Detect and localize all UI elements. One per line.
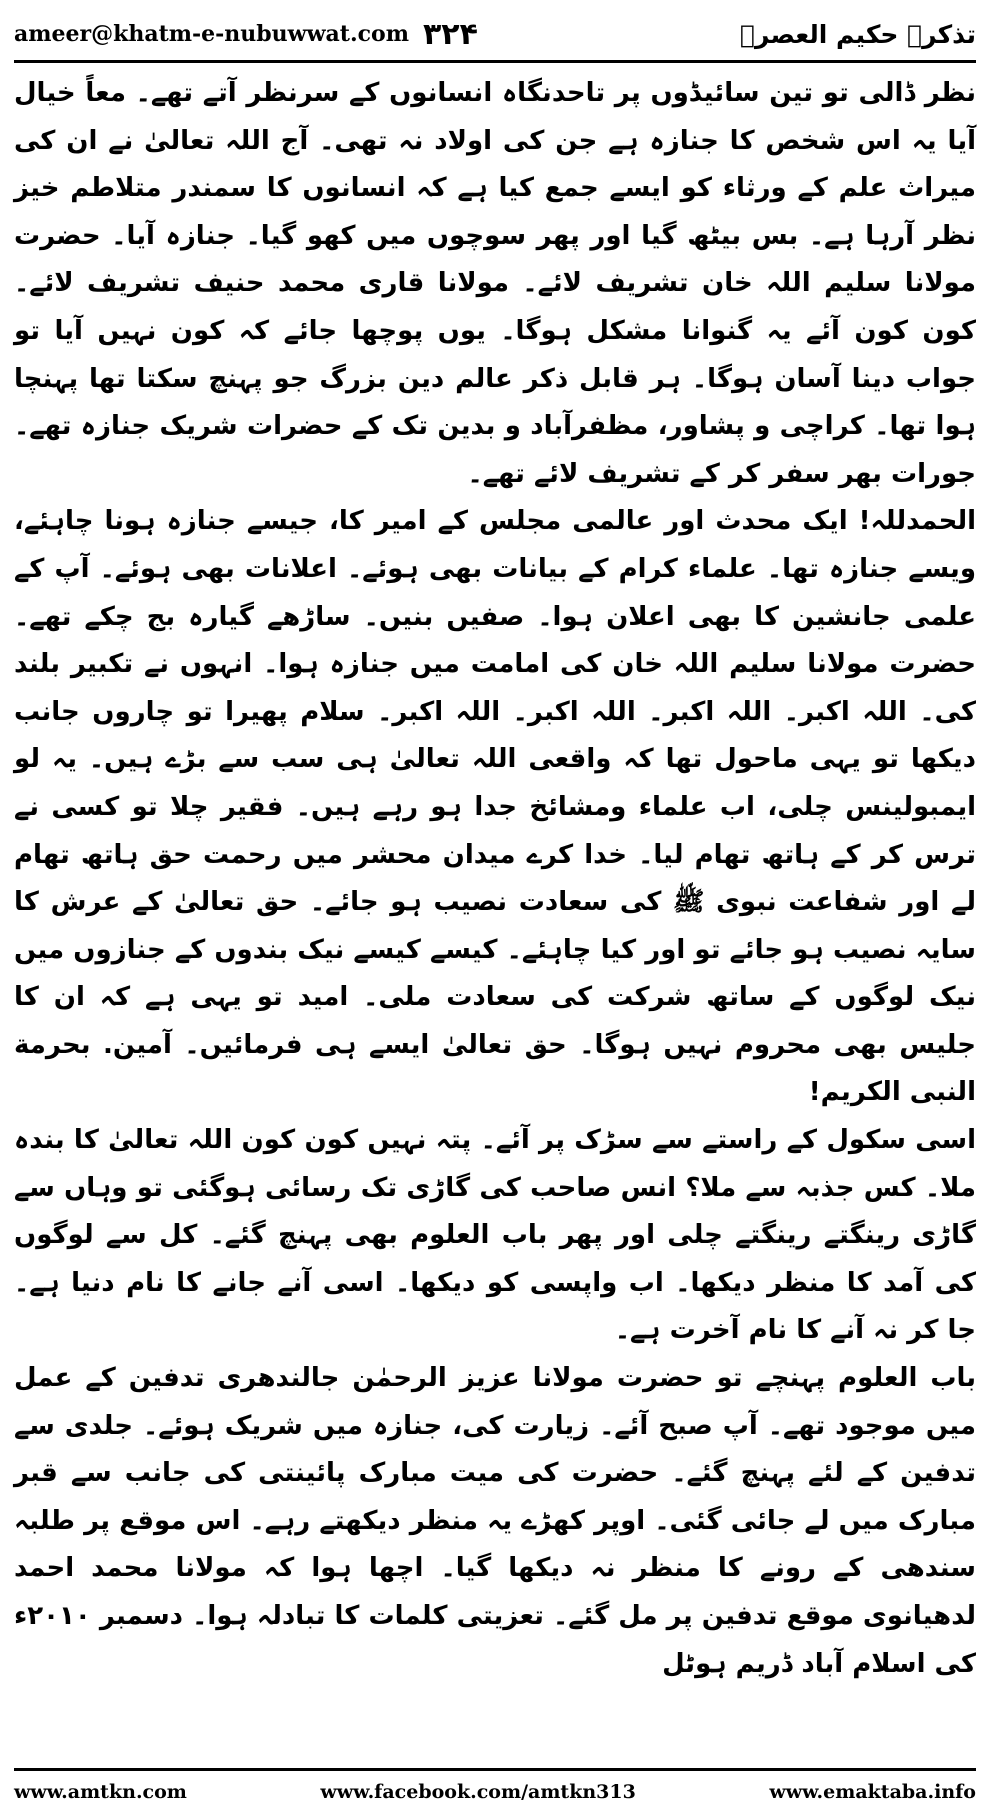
paragraph-3: اسی سکول کے راستے سے سڑک پر آئے۔ پتہ نہیں کون کون اللہ تعالیٰ کا بندہ ملا۔ کس جذبہ سے ملا؟ انس صاحب کی گاڑی تک رسائی ہوگئی تو وہاں سے گاڑی رینگتے رینگتے چلی اور پھر باب العلوم بھی پہنچ گئے۔ کل سے لوگوں کی آمد کا منظر دیکھا۔ اب واپسی کو دیکھا۔ اسی آنے جانے کا نام دنیا ہے۔ جا کر نہ آنے کا نام آخرت ہے۔ <box>14 1125 976 1346</box>
paragraph-1: نظر ڈالی تو تین سائیڈوں پر تاحدنگاہ انسانوں کے سرنظر آتے تھے۔ معاً خیال آیا یہ اس شخص کا جنازہ ہے جن کی اولاد نہ تھی۔ آج اللہ تعالیٰ نے ان کی میراث علم کے ورثاء کو ایسے جمع کیا ہے کہ انسانوں کا سمندر متلاطم خیز نظر آرہا ہے۔ بس بیٹھ گیا اور پھر سوچوں میں کھو گیا۔ جنازہ آیا۔ حضرت مولانا سلیم اللہ خان تشریف لائے۔ مولانا قاری محمد حنیف تشریف لائے۔ کون کون آئے یہ گنوانا مشکل ہوگا۔ یوں پوچھا جائے کہ کون نہیں آیا تو جواب دینا آسان ہوگا۔ ہر قابل ذکر عالم دین بزرگ جو پہنچ سکتا تھا پہنچا ہوا تھا۔ کراچی و پشاور، مظفرآباد و بدین تک کے حضرات شریک جنازہ تھے۔ جورات بھر سفر کر کے تشریف لائے تھے۔ <box>14 78 976 489</box>
page-number: ۳۲۴ <box>422 16 478 52</box>
footer-link-amtkn[interactable]: www.amtkn.com <box>14 1781 187 1803</box>
paragraph-2: الحمدللہ! ایک محدث اور عالمی مجلس کے امیر کا، جیسے جنازہ ہونا چاہئے، ویسے جنازہ تھا۔ علماء کرام کے بیانات بھی ہوئے۔ اعلانات بھی ہوئے۔ آپ کے علمی جانشین کا بھی اعلان ہوا۔ صفیں بنیں۔ ساڑھے گیارہ بج چکے تھے۔ حضرت مولانا سلیم اللہ خان کی امامت میں جنازہ ہوا۔ انہوں نے تکبیر بلند کی۔ اللہ اکبر۔ اللہ اکبر۔ اللہ اکبر۔ اللہ اکبر۔ سلام پھیرا تو چاروں جانب دیکھا تو یہی ماحول تھا کہ واقعی اللہ تعالیٰ ہی سب سے بڑے ہیں۔ یہ لو ایمبولینس چلی، اب علماء ومشائخ جدا ہو رہے ہیں۔ فقیر چلا تو کسی نے ترس کر کے ہاتھ تھام لیا۔ خدا کرے میدان محشر میں رحمت حق ہاتھ تھام لے اور شفاعت نبوی ﷺ کی سعادت نصیب ہو جائے۔ حق تعالیٰ کے عرش کا سایہ نصیب ہو جائے تو اور کیا چاہئے۔ کیسے کیسے نیک بندوں کے جنازوں میں نیک لوگوں کے ساتھ شرکت کی سعادت ملی۔ امید تو یہی ہے کہ ان کا جلیس بھی محروم نہیں ہوگا۔ حق تعالیٰ ایسے ہی فرمائیں۔ آمین. بحرمة النبی الکریم! <box>14 506 976 1108</box>
paragraph-4: باب العلوم پہنچے تو حضرت مولانا عزیز الرحمٰن جالندھری تدفین کے عمل میں موجود تھے۔ آپ صبح آئے۔ زیارت کی، جنازہ میں شریک ہوئے۔ جلدی سے تدفین کے لئے پہنچ گئے۔ حضرت کی میت مبارک پائینتی کی جانب سے قبر مبارک میں لے جائی گئی۔ اوپر کھڑے یہ منظر دیکھتے رہے۔ اس موقع پر طلبہ سندھی کے رونے کا منظر نہ دیکھا گیا۔ اچھا ہوا کہ مولانا محمد احمد لدھیانوی موقع تدفین پر مل گئے۔ تعزیتی کلمات کا تبادلہ ہوا۔ دسمبر ۲۰۱۰ء کی اسلام آباد ڈریم ہوٹل <box>14 1363 976 1679</box>
header-email: ameer@khatm-e-nubuwwat.com <box>14 21 409 47</box>
header-divider <box>14 60 976 63</box>
page-body <box>14 70 976 1688</box>
footer-divider <box>14 1768 976 1771</box>
page-footer <box>14 1776 976 1808</box>
page-header <box>14 14 976 54</box>
footer-link-emaktaba[interactable]: www.emaktaba.info <box>769 1781 976 1803</box>
header-left-group <box>14 17 478 52</box>
book-title: تذکرہ حکیم العصرؒ <box>740 19 976 49</box>
footer-link-facebook[interactable]: www.facebook.com/amtkn313 <box>320 1781 636 1803</box>
